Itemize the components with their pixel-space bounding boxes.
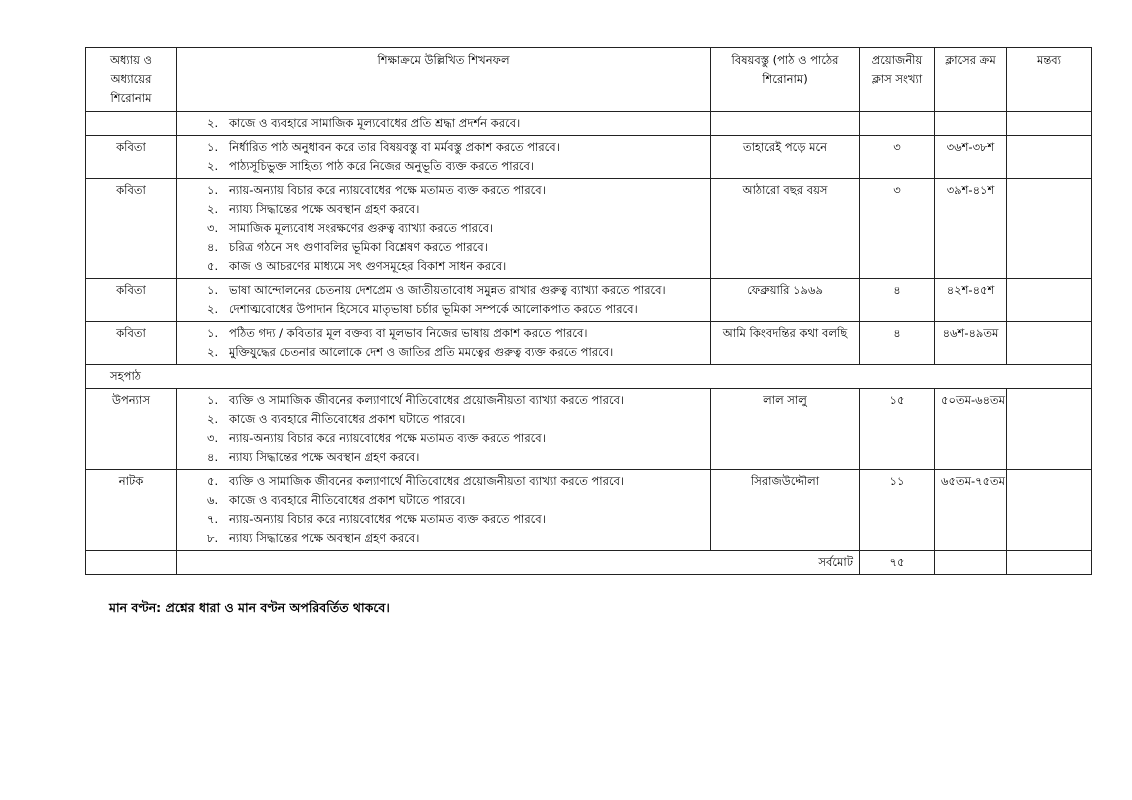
outcome-item [183,238,704,257]
classes-cell: ৪ [860,322,935,365]
outcome-item [183,138,704,157]
outcome-number: ৪. [207,450,219,464]
chapter-cell [86,112,177,136]
outcome-number: ১. [207,393,219,407]
sequence-cell: ৩৯শ-৪১শ [935,179,1007,279]
sequence-cell: ৪৬শ-৪৯তম [935,322,1007,365]
sequence-cell [935,112,1007,136]
outcome-text: পাঠ্যসূচিভুক্ত সাহিত্য পাঠ করে নিজের অনুভূতি ব্যক্ত করতে পারবে। [229,159,535,173]
outcome-text: মুক্তিযুদ্ধের চেতনার আলোকে দেশ ও জাতির প্রতি মমত্বের গুরুত্ব ব্যক্ত করতে পারবে। [229,345,614,359]
outcome-text: নির্ধারিত পাঠ অনুধাবন করে তার বিষয়বস্তু বা মর্মবস্তু প্রকাশ করতে পারবে। [229,140,560,154]
remarks-cell [1007,470,1092,551]
chapter-cell: নাটক [86,470,177,551]
sequence-cell: ৪২শ-৪৫শ [935,279,1007,322]
outcome-item [183,429,704,448]
remarks-cell [1007,389,1092,470]
chapter-cell: কবিতা [86,136,177,179]
outcome-number: ১. [207,283,219,297]
remarks-cell [1007,179,1092,279]
outcome-item [183,472,704,491]
outcome-item [183,219,704,238]
outcome-number: ৮. [207,531,219,545]
outcome-item [183,300,704,319]
outcome-text: ন্যায্য সিদ্ধান্তের পক্ষে অবস্থান গ্রহণ করবে। [229,450,420,464]
content-cell: সিরাজউদ্দৌলা [711,470,860,551]
table-row [86,322,1092,365]
outcome-number: ২. [207,116,219,130]
remarks-cell [1007,279,1092,322]
outcome-item [183,114,704,133]
header-remarks: মন্তব্য [1007,48,1092,112]
content-cell: লাল সালু [711,389,860,470]
total-row [86,551,1092,575]
outcomes-cell [177,179,711,279]
classes-cell: ৩ [860,136,935,179]
classes-cell: ৪ [860,279,935,322]
outcome-text: কাজে ও ব্যবহারে নীতিবোধের প্রকাশ ঘটাতে পারবে। [229,412,466,426]
outcome-text: ন্যায়-অন্যায় বিচার করে ন্যায়বোধের পক্ষে মতামত ব্যক্ত করতে পারবে। [229,183,546,197]
outcome-number: ৩. [207,431,219,445]
table-row [86,279,1092,322]
sequence-cell: ৬৫তম-৭৫তম [935,470,1007,551]
classes-cell: ১১ [860,470,935,551]
table-row [86,112,1092,136]
content-cell: ফেব্রুয়ারি ১৯৬৯ [711,279,860,322]
remarks-cell [1007,136,1092,179]
remarks-cell [1007,112,1092,136]
outcomes-cell [177,136,711,179]
total-empty-remarks [1007,551,1092,575]
outcome-number: ২. [207,412,219,426]
outcome-number: ৭. [207,512,219,526]
outcome-text: ভাষা আন্দোলনের চেতনায় দেশপ্রেম ও জাতীয়তাবোধ সমুন্নত রাখার গুরুত্ব ব্যাখ্যা করতে পারবে। [229,283,666,297]
table-row [86,179,1092,279]
sequence-cell: ৫০তম-৬৪তম [935,389,1007,470]
outcomes-cell [177,112,711,136]
chapter-cell: কবিতা [86,179,177,279]
total-label: সর্বমোট [177,551,860,575]
chapter-cell: কবিতা [86,322,177,365]
header-classes: প্রয়োজনীয় ক্লাস সংখ্যা [860,48,935,112]
section-row [86,365,1092,389]
outcomes-cell [177,389,711,470]
outcome-number: ৬. [207,493,219,507]
outcome-text: কাজে ও ব্যবহারে সামাজিক মূল্যবোধের প্রতি শ্রদ্ধা প্রদর্শন করবে। [229,116,521,130]
table-row [86,389,1092,470]
outcome-text: ন্যায্য সিদ্ধান্তের পক্ষে অবস্থান গ্রহণ করবে। [229,531,420,545]
content-cell [711,112,860,136]
outcome-number: ৪. [207,240,219,254]
footer-note: মান বণ্টন: প্রশ্নের ধারা ও মান বণ্টন অপরিবর্তিত থাকবে। [109,600,390,615]
classes-cell [860,112,935,136]
outcome-text: কাজ ও আচরণের মাধ্যমে সৎ গুণসমূহের বিকাশ সাধন করবে। [229,259,507,273]
table-body [86,112,1092,575]
outcome-text: ন্যায়-অন্যায় বিচার করে ন্যায়বোধের পক্ষে মতামত ব্যক্ত করতে পারবে। [229,431,546,445]
outcome-text: দেশাত্মবোধের উপাদান হিসেবে মাতৃভাষা চর্চার ভূমিকা সম্পর্কে আলোকপাত করতে পারবে। [229,302,638,316]
outcome-item [183,324,704,343]
total-value: ৭৫ [860,551,935,575]
outcome-text: পঠিত গদ্য / কবিতার মূল বক্তব্য বা মূলভাব নিজের ভাষায় প্রকাশ করতে পারবে। [229,326,588,340]
outcome-text: কাজে ও ব্যবহারে নীতিবোধের প্রকাশ ঘটাতে পারবে। [229,493,466,507]
outcome-item [183,157,704,176]
content-cell: তাহারেই পড়ে মনে [711,136,860,179]
outcome-number: ২. [207,159,219,173]
outcome-number: ৫. [207,259,219,273]
outcome-number: ১. [207,326,219,340]
table-row [86,136,1092,179]
syllabus-table [85,47,1092,575]
outcome-item [183,257,704,276]
outcome-text: ন্যায্য সিদ্ধান্তের পক্ষে অবস্থান গ্রহণ করবে। [229,202,420,216]
outcome-number: ২. [207,302,219,316]
total-empty-seq [935,551,1007,575]
outcome-text: সামাজিক মূল্যবোধ সংরক্ষণের গুরুত্ব ব্যাখ্যা করতে পারবে। [229,221,494,235]
chapter-cell: উপন্যাস [86,389,177,470]
outcome-item [183,281,704,300]
outcome-item [183,491,704,510]
outcome-text: ব্যক্তি ও সামাজিক জীবনের কল্যাণার্থে নীতিবোধের প্রয়োজনীয়তা ব্যাখ্যা করতে পারবে। [229,474,625,488]
outcome-number: ২. [207,202,219,216]
content-cell: আমি কিংবদন্তির কথা বলছি [711,322,860,365]
outcome-item [183,448,704,467]
classes-cell: ১৫ [860,389,935,470]
outcomes-cell [177,470,711,551]
header-sequence: ক্লাসের ক্রম [935,48,1007,112]
section-label: সহপাঠ [86,365,1092,389]
chapter-cell: কবিতা [86,279,177,322]
outcomes-cell [177,279,711,322]
outcome-item [183,529,704,548]
header-content: বিষয়বস্তু (পাঠ ও পাঠের শিরোনাম) [711,48,860,112]
total-empty-cell [86,551,177,575]
outcome-text: ব্যক্তি ও সামাজিক জীবনের কল্যাণার্থে নীতিবোধের প্রয়োজনীয়তা ব্যাখ্যা করতে পারবে। [229,393,625,407]
outcomes-cell [177,322,711,365]
outcome-number: ১. [207,140,219,154]
outcome-item [183,510,704,529]
outcome-item [183,391,704,410]
outcome-number: ৫. [207,474,219,488]
table-row [86,470,1092,551]
outcome-text: ন্যায়-অন্যায় বিচার করে ন্যায়বোধের পক্ষে মতামত ব্যক্ত করতে পারবে। [229,512,546,526]
outcome-item [183,200,704,219]
outcome-number: ১. [207,183,219,197]
header-chapter: অধ্যায় ও অধ্যায়ের শিরোনাম [86,48,177,112]
outcome-number: ২. [207,345,219,359]
header-outcomes: শিক্ষাক্রমে উল্লিখিত শিখনফল [177,48,711,112]
outcome-number: ৩. [207,221,219,235]
content-cell: আঠারো বছর বয়স [711,179,860,279]
outcome-item [183,410,704,429]
outcome-text: চরিত্র গঠনে সৎ গুণাবলির ভূমিকা বিশ্লেষণ করতে পারবে। [229,240,488,254]
outcome-item [183,343,704,362]
sequence-cell: ৩৬শ-৩৮শ [935,136,1007,179]
remarks-cell [1007,322,1092,365]
classes-cell: ৩ [860,179,935,279]
outcome-item [183,181,704,200]
table-header-row [86,48,1092,112]
